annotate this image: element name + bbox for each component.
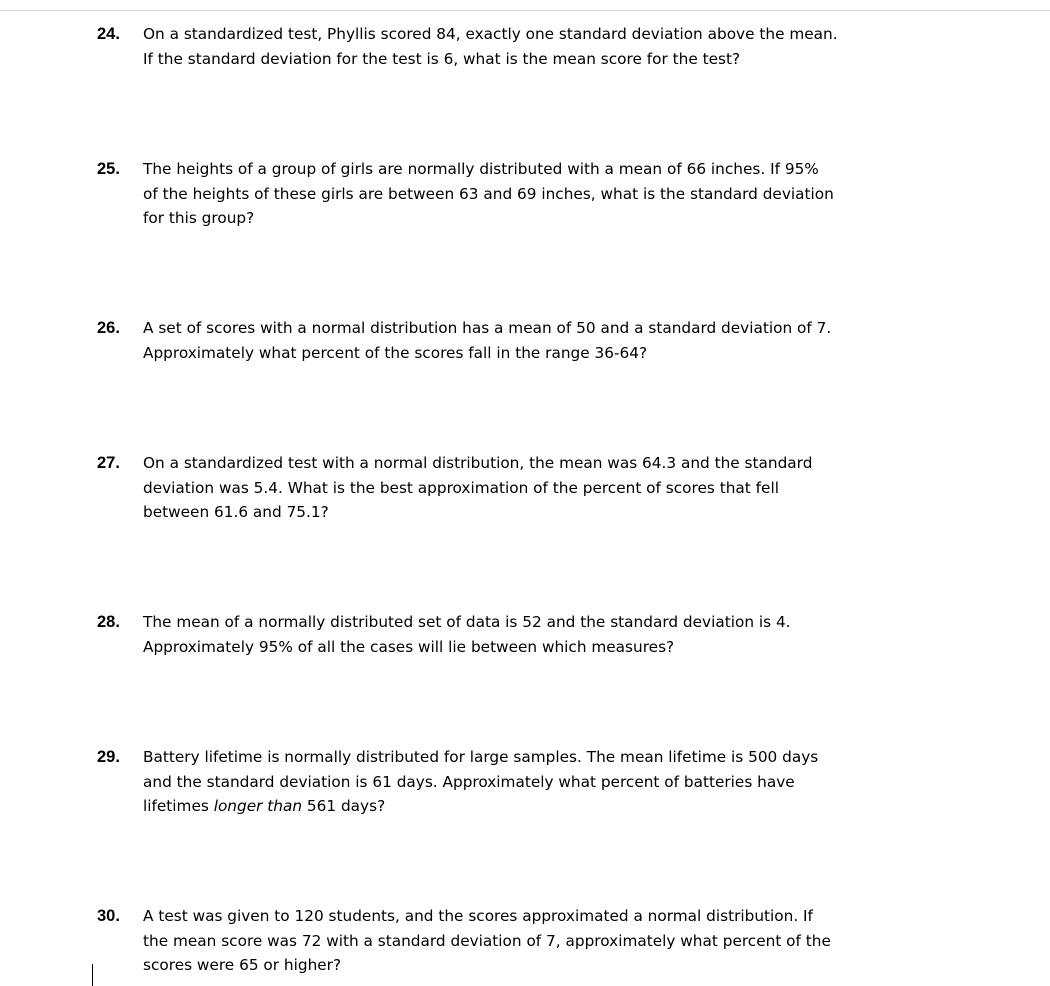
question-text: [143, 745, 923, 819]
question-line: The heights of a group of girls are normally distributed with a mean of 66 inches. If 95%: [143, 160, 819, 178]
question-line: If the standard deviation for the test is 6, what is the mean score for the test?: [143, 49, 741, 68]
question-line: On a standardized test with a normal distribution, the mean was 64.3 and the standard: [143, 454, 813, 472]
question-text: [143, 22, 923, 71]
question-number: 25.: [97, 160, 120, 178]
question-line: The mean of a normally distributed set of data is 52 and the standard deviation is 4.: [143, 613, 791, 631]
question-line: for this group?: [143, 209, 255, 227]
question-line: the mean score was 72 with a standard deviation of 7, approximately what percent of the: [143, 931, 831, 950]
question-text: [143, 316, 923, 365]
question-text: [143, 904, 923, 978]
question-text: [143, 451, 923, 525]
question-text: [143, 610, 923, 659]
question-line: On a standardized test, Phyllis scored 84, exactly one standard deviation above the mean.: [143, 25, 838, 43]
question-number: 26.: [97, 319, 120, 337]
question-line: [143, 794, 923, 819]
question-line: between 61.6 and 75.1?: [143, 503, 329, 521]
question-line: Approximately 95% of all the cases will lie between which measures?: [143, 637, 675, 656]
question-number: 30.: [97, 907, 120, 925]
question-number: 24.: [97, 25, 120, 43]
question-line: A test was given to 120 students, and the scores approximated a normal distribution. If: [143, 907, 813, 925]
question-line: Approximately what percent of the scores fall in the range 36-64?: [143, 343, 648, 362]
question-line: scores were 65 or higher?: [143, 956, 342, 974]
question-line: Battery lifetime is normally distributed for large samples. The mean lifetime is 500 days: [143, 748, 819, 766]
top-border: [0, 0, 1050, 11]
question-line: deviation was 5.4. What is the best approximation of the percent of scores that fell: [143, 478, 779, 497]
question-number: 28.: [97, 613, 120, 631]
question-number: 27.: [97, 454, 120, 472]
question-line: A set of scores with a normal distribution has a mean of 50 and a standard deviation of 7.: [143, 319, 832, 337]
emphasized-text: longer than: [213, 797, 303, 815]
question-line: and the standard deviation is 61 days. Approximately what percent of batteries have: [143, 772, 795, 791]
text-cursor: [92, 964, 93, 986]
line-text: lifetimes: [143, 797, 214, 815]
question-number: 29.: [97, 748, 120, 766]
line-text: 561 days?: [302, 797, 386, 815]
question-line: of the heights of these girls are between 63 and 69 inches, what is the standard deviation: [143, 184, 834, 203]
question-text: [143, 157, 923, 231]
